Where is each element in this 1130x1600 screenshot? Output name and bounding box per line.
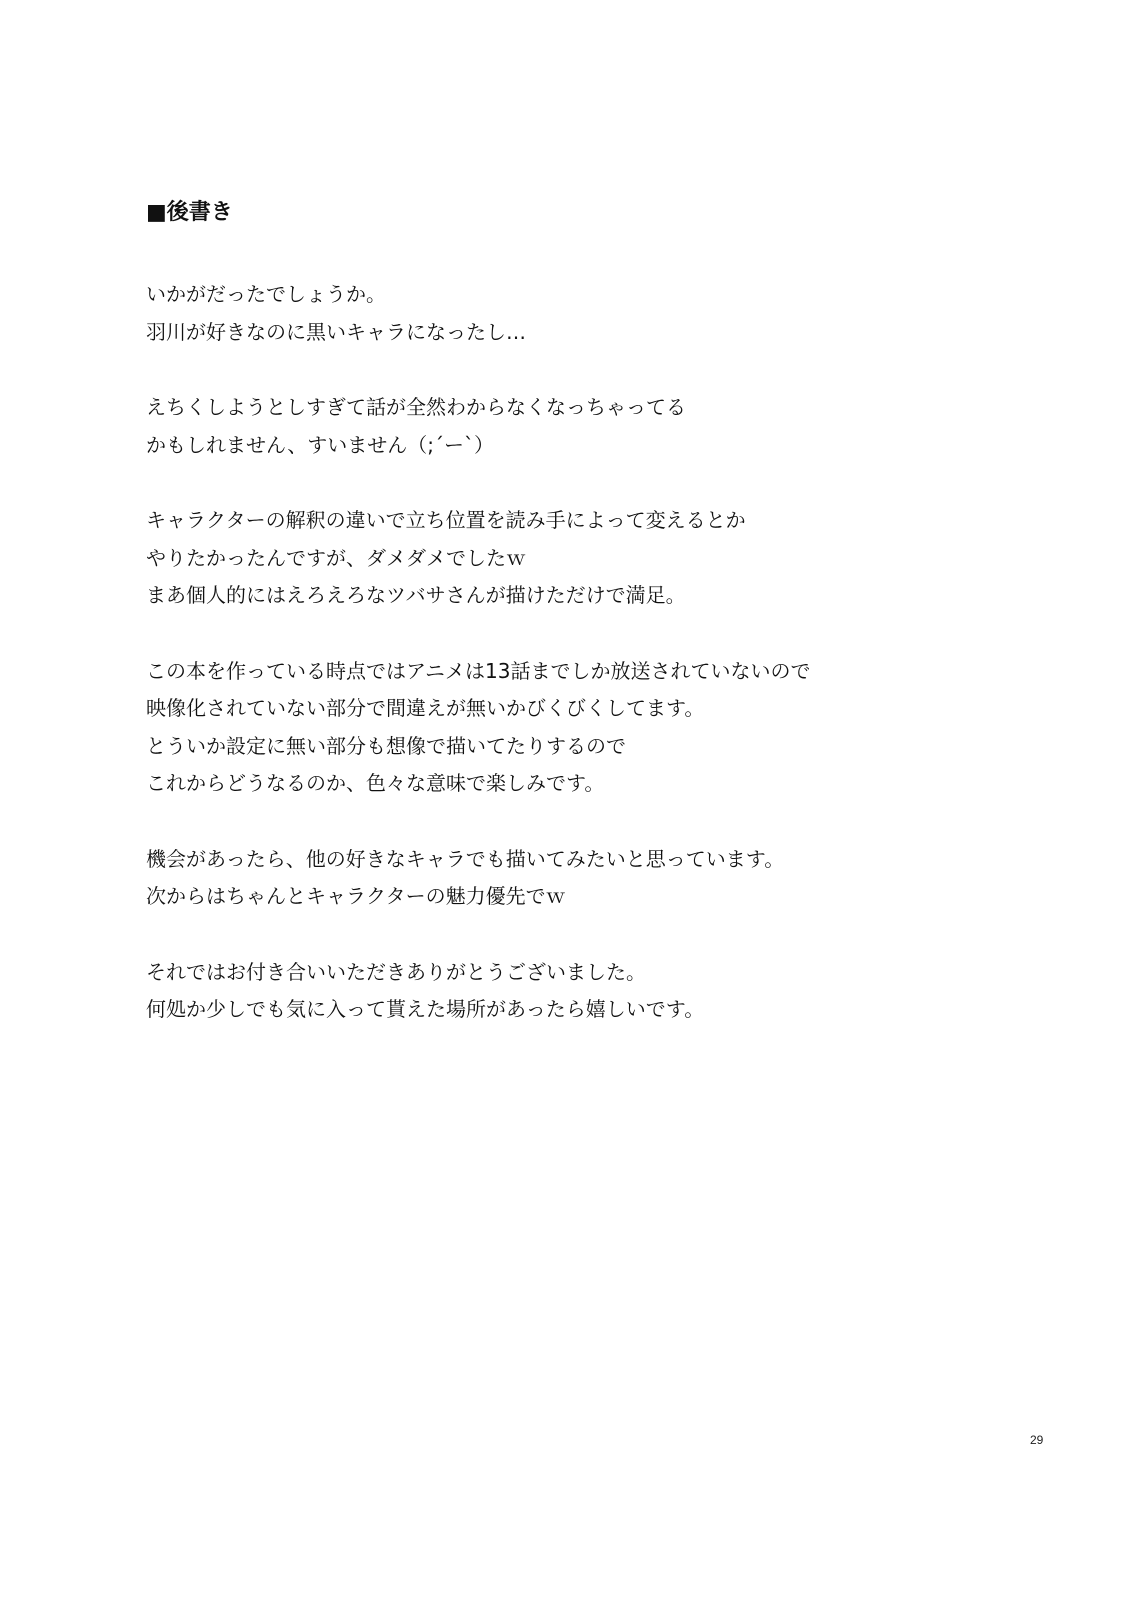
paragraph-1: [146, 276, 1026, 351]
text-line: それではお付き合いいただきありがとうございました。: [146, 959, 646, 984]
paragraph-3: [146, 502, 1026, 615]
text-line: 次からはちゃんとキャラクターの魅力優先でｗ: [146, 884, 566, 908]
text-line: 機会があったら、他の好きなキャラでも描いてみたいと思っています。: [146, 846, 785, 871]
paragraph-5: [146, 841, 1026, 916]
text-line: これからどうなるのか、色々な意味で楽しみです。: [146, 771, 605, 795]
text-line: この本を作っている時点ではアニメは13話までしか放送されていないので: [146, 658, 811, 683]
text-line: かもしれません、すいません（;´ー`）: [146, 432, 494, 457]
text-line: 羽川が好きなのに黒いキャラになったし…: [146, 319, 526, 344]
text-line: 何処か少しでも気に入って貰えた場所があったら嬉しいです。: [146, 997, 705, 1021]
afterword-heading: ■後書き: [146, 200, 233, 225]
text-line: いかがだったでしょうか。: [146, 282, 386, 306]
paragraph-4: [146, 653, 1026, 803]
text-line: キャラクターの解釈の違いで立ち位置を読み手によって変えるとか: [146, 508, 746, 532]
text-line: えちくしようとしすぎて話が全然わからなくなっちゃってる: [146, 395, 686, 419]
text-line: まあ個人的にはえろえろなツバサさんが描けただけで満足。: [146, 583, 686, 607]
text-line: 映像化されていない部分で間違えが無いかびくびくしてます。: [146, 696, 705, 720]
paragraph-6: [146, 954, 1026, 1029]
text-line: とういか設定に無い部分も想像で描いてたりするので: [146, 733, 626, 758]
paragraph-2: [146, 389, 1026, 464]
afterword-body: [146, 276, 1026, 1067]
page-number: 29: [1030, 1433, 1044, 1447]
text-line: やりたかったんですが、ダメダメでしたｗ: [146, 545, 526, 570]
